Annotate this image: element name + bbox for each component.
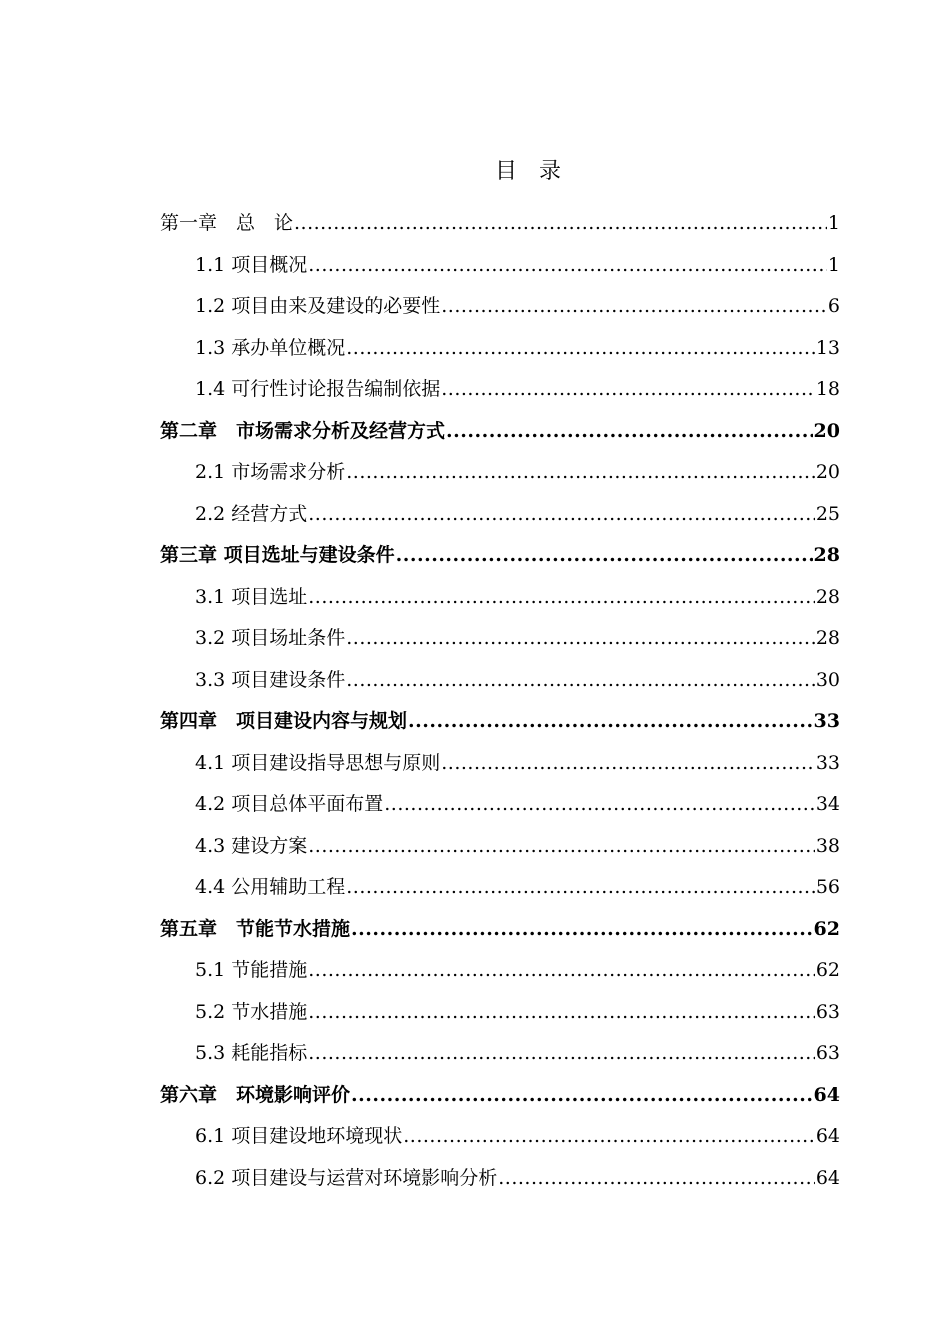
toc-dot-leader (408, 701, 813, 743)
toc-dot-leader (441, 286, 827, 328)
toc-chapter-entry[interactable] (160, 535, 840, 577)
toc-chapter-entry[interactable] (160, 411, 840, 453)
toc-entry-page-number: 30 (815, 668, 840, 691)
toc-entry-page-number: 20 (815, 461, 840, 483)
toc-dot-leader (351, 1075, 813, 1117)
toc-entry-page-number: 33 (815, 751, 840, 774)
toc-dot-leader (346, 452, 815, 494)
toc-dot-leader (308, 245, 827, 287)
toc-entry-page-number: 1 (827, 212, 840, 234)
toc-entry-page-number: 25 (815, 502, 840, 525)
toc-dot-leader (308, 494, 815, 536)
toc-list (160, 203, 840, 1199)
toc-entry-label: 1.4 可行性讨论报告编制依据 (195, 378, 441, 400)
toc-dot-leader (396, 535, 813, 577)
toc-chapter-entry[interactable] (160, 1075, 840, 1117)
toc-entry-label: 第五章 节能节水措施 (160, 917, 351, 940)
toc-entry-page-number: 64 (815, 1125, 840, 1147)
toc-section-entry[interactable] (160, 1033, 840, 1075)
toc-entry-label: 5.3 耗能指标 (195, 1042, 308, 1064)
toc-entry-page-number: 64 (813, 1083, 840, 1106)
toc-section-entry[interactable] (160, 784, 840, 826)
toc-entry-page-number: 62 (815, 959, 840, 981)
toc-section-entry[interactable] (160, 618, 840, 660)
toc-entry-label: 3.3 项目建设条件 (195, 668, 346, 691)
toc-section-entry[interactable] (160, 743, 840, 785)
toc-section-entry[interactable] (160, 992, 840, 1034)
toc-section-entry[interactable] (160, 1158, 840, 1200)
toc-chapter-entry[interactable] (160, 909, 840, 951)
toc-dot-leader (308, 992, 815, 1034)
toc-entry-page-number: 63 (815, 1000, 840, 1023)
toc-dot-leader (498, 1158, 815, 1200)
toc-entry-label: 5.2 节水措施 (195, 1000, 308, 1023)
toc-entry-page-number: 64 (815, 1166, 840, 1189)
toc-dot-leader (308, 950, 815, 992)
toc-entry-label: 1.1 项目概况 (195, 253, 308, 276)
toc-chapter-entry[interactable] (160, 701, 840, 743)
toc-entry-page-number: 20 (813, 419, 840, 442)
toc-dot-leader (308, 577, 815, 619)
toc-dot-leader (308, 826, 815, 868)
toc-section-entry[interactable] (160, 660, 840, 702)
toc-entry-label: 第三章 项目选址与建设条件 (160, 544, 395, 566)
toc-entry-label: 4.2 项目总体平面布置 (195, 793, 384, 815)
toc-chapter-entry[interactable] (160, 203, 840, 245)
toc-section-entry[interactable] (160, 577, 840, 619)
toc-section-entry[interactable] (160, 494, 840, 536)
toc-entry-page-number: 28 (813, 544, 840, 566)
toc-entry-label: 4.3 建设方案 (195, 834, 308, 857)
toc-entry-label: 1.2 项目由来及建设的必要性 (195, 295, 441, 317)
toc-section-entry[interactable] (160, 826, 840, 868)
toc-dot-leader (446, 411, 813, 453)
toc-entry-page-number: 13 (815, 336, 840, 359)
toc-section-entry[interactable] (160, 1116, 840, 1158)
toc-dot-leader (403, 1116, 815, 1158)
toc-title-text: 目 录 (494, 159, 561, 184)
toc-entry-page-number: 34 (815, 793, 840, 815)
toc-entry-label: 6.1 项目建设地环境现状 (195, 1125, 403, 1147)
toc-dot-leader (441, 743, 815, 785)
toc-entry-page-number: 63 (815, 1042, 840, 1064)
toc-entry-label: 4.4 公用辅助工程 (195, 876, 346, 898)
toc-entry-page-number: 56 (815, 876, 840, 898)
toc-entry-label: 1.3 承办单位概况 (195, 336, 346, 359)
toc-entry-label: 第一章 总 论 (160, 212, 294, 234)
toc-entry-page-number: 62 (813, 917, 840, 940)
toc-section-entry[interactable] (160, 286, 840, 328)
toc-section-entry[interactable] (160, 452, 840, 494)
toc-entry-label: 4.1 项目建设指导思想与原则 (195, 751, 441, 774)
toc-dot-leader (346, 618, 815, 660)
toc-entry-label: 2.1 市场需求分析 (195, 461, 346, 483)
toc-entry-label: 5.1 节能措施 (195, 959, 308, 981)
toc-dot-leader (441, 369, 815, 411)
toc-title (0, 152, 950, 192)
toc-entry-page-number: 1 (827, 253, 840, 276)
toc-entry-page-number: 38 (815, 834, 840, 857)
toc-entry-page-number: 28 (815, 627, 840, 649)
toc-entry-label: 3.1 项目选址 (195, 585, 308, 608)
toc-entry-page-number: 28 (815, 585, 840, 608)
toc-entry-page-number: 33 (813, 710, 840, 732)
toc-dot-leader (351, 909, 813, 951)
toc-dot-leader (294, 203, 827, 245)
toc-section-entry[interactable] (160, 950, 840, 992)
toc-section-entry[interactable] (160, 369, 840, 411)
toc-section-entry[interactable] (160, 245, 840, 287)
toc-entry-label: 2.2 经营方式 (195, 502, 308, 525)
toc-entry-label: 第六章 环境影响评价 (160, 1083, 351, 1106)
toc-dot-leader (384, 784, 815, 826)
toc-dot-leader (346, 867, 815, 909)
toc-entry-page-number: 18 (815, 378, 840, 400)
toc-entry-label: 3.2 项目场址条件 (195, 627, 346, 649)
toc-entry-label: 第四章 项目建设内容与规划 (160, 710, 408, 732)
toc-entry-label: 第二章 市场需求分析及经营方式 (160, 419, 446, 442)
toc-dot-leader (308, 1033, 815, 1075)
toc-dot-leader (346, 660, 815, 702)
toc-entry-page-number: 6 (827, 295, 840, 317)
toc-section-entry[interactable] (160, 328, 840, 370)
toc-dot-leader (346, 328, 815, 370)
toc-entry-label: 6.2 项目建设与运营对环境影响分析 (195, 1166, 498, 1189)
toc-section-entry[interactable] (160, 867, 840, 909)
